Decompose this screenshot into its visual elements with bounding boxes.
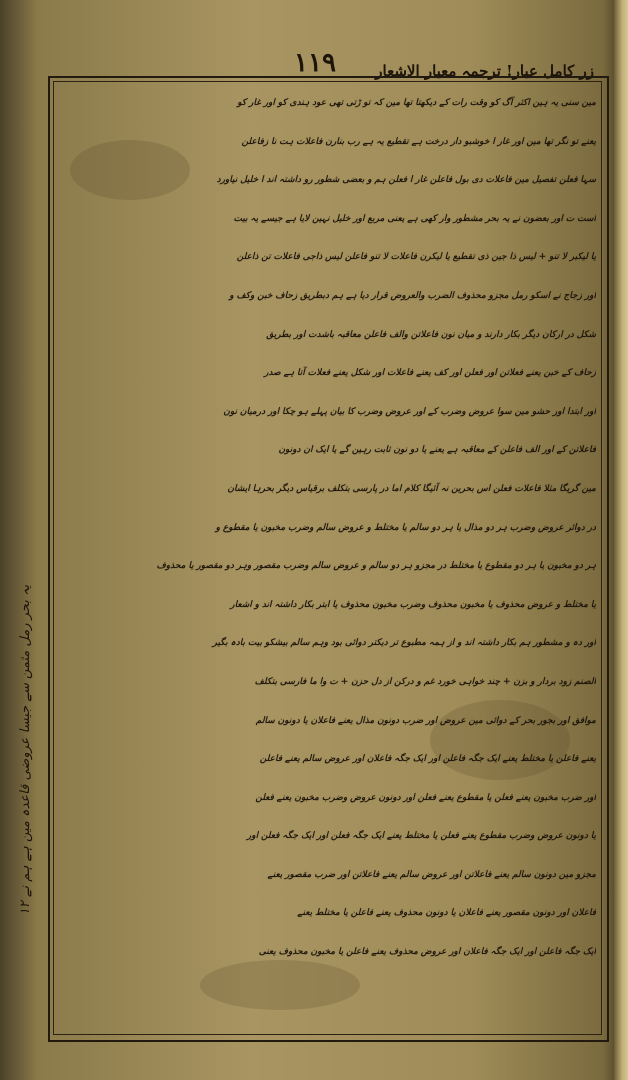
text-line: اور زجاج نے اسکو رمل مجزو محذوف الضرب والعروض قرار دیا ہے ہم دبطریق زحاف خبن وکف و [229, 290, 596, 301]
text-line: اور دہ و مشطور ہم بکار داشتہ اند و از ہمہ مطبوع تر دیکتر دوائی بود وہم سالم بیشکو بیت بادہ بگیر [212, 638, 596, 649]
text-line: یا دونون عروض وضرب مقطوع یعنے فعلن یا مختلط یعنے ایک جگہ فعلن اور ایک جگہ فعلن اور [246, 831, 596, 842]
page-number: ۱۱۹ [294, 48, 336, 78]
text-line: اور ضرب مخبون یعنے فعلن یا مقطوع یعنے فعلن اور دونون عروض وضرب مخبون یعنے فعلن [255, 792, 596, 803]
text-line: مجزو مین دونون سالم یعنے فاعلاتن اور عروض سالم یعنے فاعلاتن اور ضرب مقصور یعنے [267, 869, 596, 880]
margin-note [10, 470, 46, 1030]
page-edge [614, 0, 628, 1080]
body-text [60, 84, 596, 1034]
text-line: شکل در ارکان دیگر بکار دارند و میان نون فاعلاتن والف فاعلن معاقبہ باشدت اور بطریق [266, 329, 596, 340]
text-line: فاعلان اور دونون مقصور یعنے فاعلان یا دونون محذوف یعنے فاعلن یا مختلط یعنے [297, 908, 596, 919]
margin-note-text: یہ بحر رمل مثمن سے جیسا عروضی قاعدہ مین ہے ہم نے ۱۲ [18, 584, 33, 916]
text-line: اور ابتدا اور حشو مین سوا عروض وضرب کے اور عروض وضرب کا بیان پہلے ہو چکا اور درمیان نون [223, 406, 596, 417]
text-line: ہر دو مخبون یا ہر دو مقطوع یا مختلط در مجزو ہر دو سالم و عروض سالم وضرب مقصور وہر دو مقصور یا محذوف [156, 561, 596, 572]
text-line: موافق اور بجور بحر کے دوائی مین عروض اور ضرب دونون مذال یعنے فاعلان یا دونون سالم [255, 715, 596, 726]
text-line: زحاف کے خبن یعنے فعلاتن اور فعلن اور کف یعنے فاعلات اور شکل یعنے فعلات آتا ہے صدر [264, 368, 596, 379]
text-line: مین گریگا مثلا فاعلات فعلن اس بحرین نہ آئیگا کلام اما در پارسی بتکلف برقیاس دیگر بحرہا ایشان [227, 483, 596, 494]
text-line: یا مختلط و عروض محذوف یا مخبون محذوف وضرب مخبون محذوف یا ابتر بکار داشتہ اند و اشعار [230, 599, 596, 610]
text-line: مین سنی یہ ہین اکثر آگ کو وقت رات کے دیکھتا تھا مین کہ تو ڑتی تھی عود ہندی کو اور غار کو [237, 98, 596, 108]
running-head: زر کامل عیار! ترجمہ معیار الاشعار [375, 62, 594, 80]
text-line: الصنم زود بردار و بزن + چند خواہی خورد غم و درکن از دل حزن + ت وا ما فارسی بتکلف [254, 676, 596, 687]
text-line: یعنے فاعلن یا مختلط یعنے ایک جگہ فاعلن اور ایک جگہ فاعلان اور عروض سالم یعنے فاعلن [259, 754, 596, 765]
text-line: فاعلاتن کے اور الف فاعلن کے معاقبہ ہے یعنے یا دو نون ثابت رہین گے یا ایک ان دونون [278, 445, 596, 456]
text-line: یا لیکبر لا تنو + لیس ذا جین ذی تقطیع یا لیکرن فاعلات لا تنو فاعلن لیس ذاجی فاعلات تن ذاعلن [236, 252, 596, 263]
text-line: است ت اور بعضون نے یہ بحر مشطور وار کھی ہے یعنی مربع اور خلیل نہین لایا ہے جیسے یہ بیت [233, 213, 596, 224]
text-line: یعنے تو نگر تھا مین اور غار ا خوشبو دار درخت ہے تقطیع یہ ہے رب بنارن فاعلات ہت نا زفاعلن [241, 136, 596, 147]
text-line: ایک جگہ فاعلن اور ایک جگہ فاعلان اور عروض محذوف یعنے فاعلن یا مخبون محذوف یعنی [258, 947, 596, 958]
text-line: سہا فعلن تفصیل مین فاعلات دی بول فاعلن غار ا فعلن ہم و بعضی شطور رو داشتہ اند ا خلیل نیاورد [216, 175, 596, 186]
text-line: در دوائر عروض وضرب ہر دو مذال یا ہر دو سالم یا مختلط و عروض سالم وضرب مخبون یا مقطوع و [215, 522, 596, 533]
